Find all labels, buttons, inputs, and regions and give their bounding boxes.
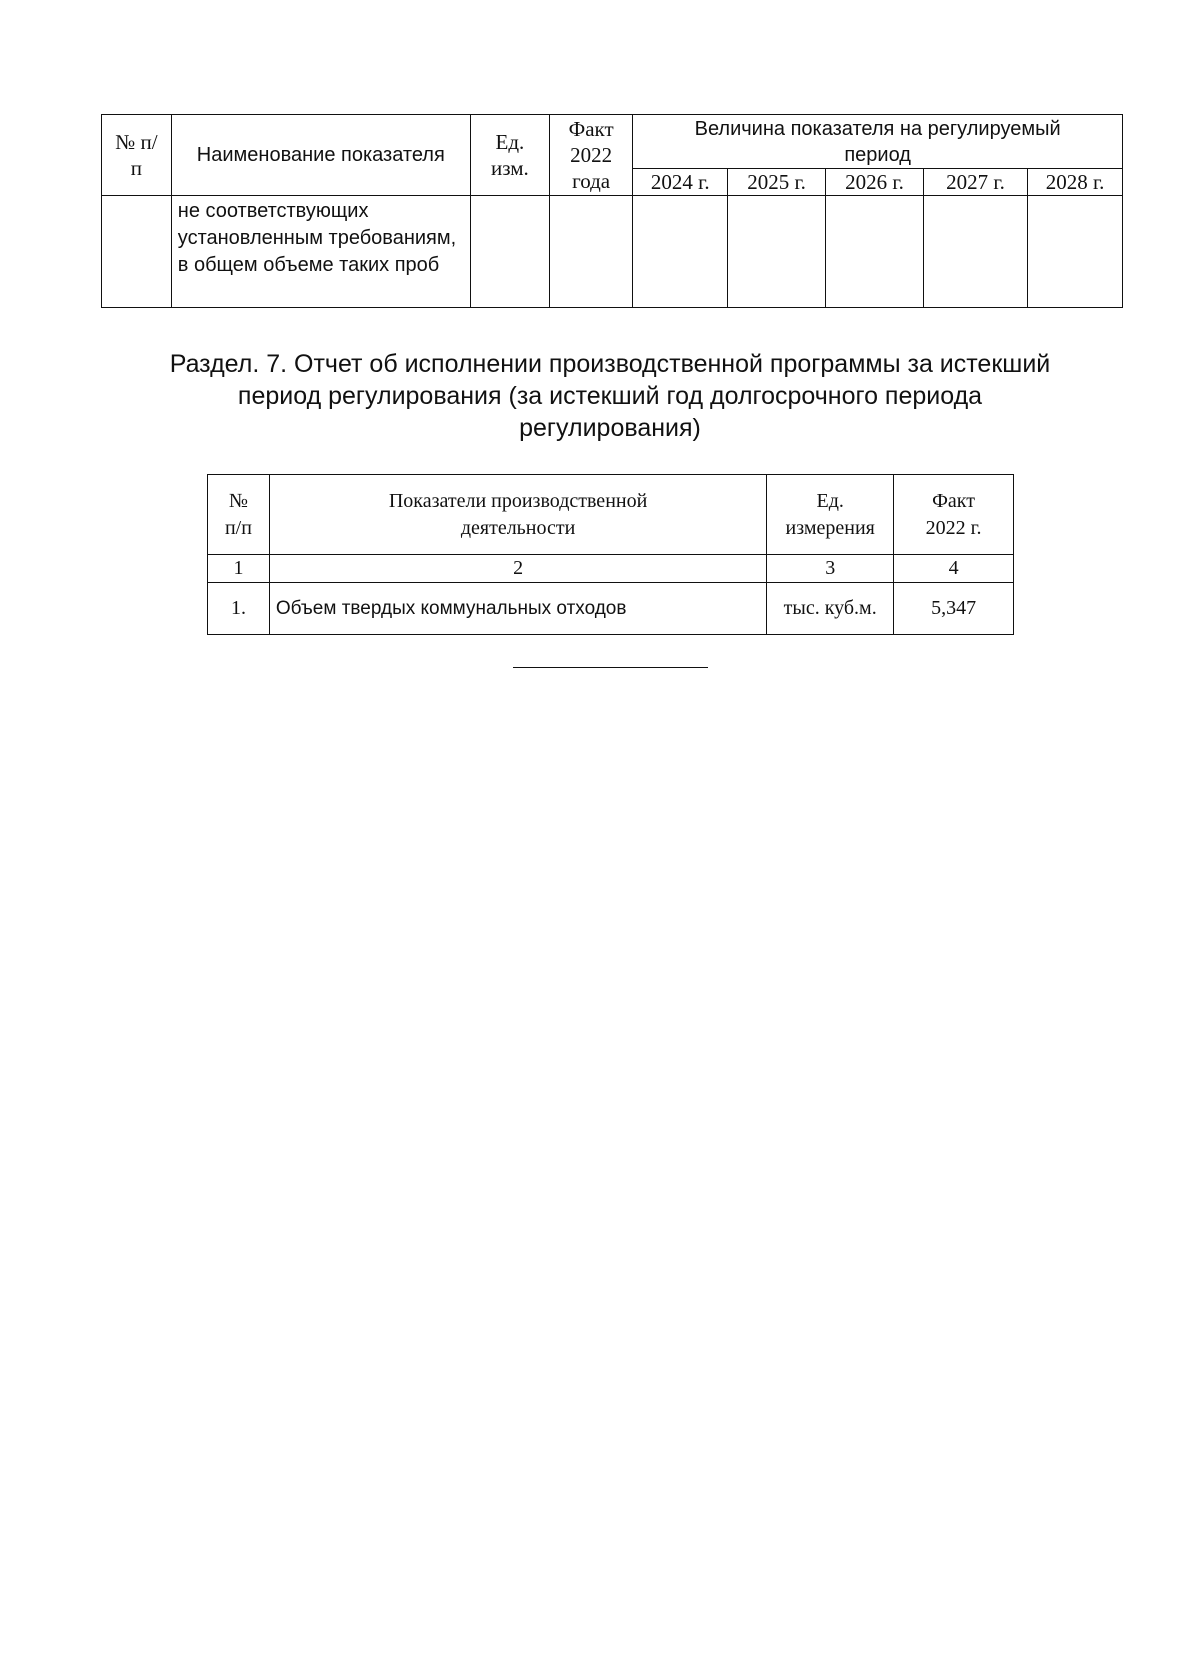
header-unit: Ед. измерения [767,475,894,555]
row-num [102,196,172,308]
row-value-2028 [1028,196,1123,308]
col-number-1: 1 [208,555,270,583]
header-unit: Ед. изм. [470,115,549,196]
col-number-3: 3 [767,555,894,583]
row-value-2024 [633,196,728,308]
table-row [208,583,1014,635]
row-value-2026 [826,196,924,308]
col-number-4: 4 [894,555,1014,583]
header-year-2026: 2026 г. [826,169,924,196]
col-number-2: 2 [269,555,766,583]
header-name: Показатели производственной деятельности [269,475,766,555]
header-year-2027: 2027 г. [923,169,1027,196]
header-fact: Факт 2022 года [549,115,632,196]
row-unit: тыс. куб.м. [767,583,894,635]
row-unit [470,196,549,308]
row-value-2025 [728,196,826,308]
production-report-table [207,474,1014,635]
row-fact: 5,347 [894,583,1014,635]
section-title: Раздел. 7. Отчет об исполнении производственной программы за истекший период регулирования (за истекший год долгосрочного периода регулирования) [169,350,1051,442]
row-value-2027 [923,196,1027,308]
row-num: 1. [208,583,270,635]
header-year-2025: 2025 г. [728,169,826,196]
table-row [102,196,1123,308]
indicators-table [101,114,1123,308]
end-divider-line [513,667,708,668]
column-numbers-row [208,555,1014,583]
header-year-2028: 2028 г. [1028,169,1123,196]
row-fact [549,196,632,308]
header-year-2024: 2024 г. [633,169,728,196]
row-name: Объем твердых коммунальных отходов [269,583,766,635]
header-num: № п/п [208,475,270,555]
header-period: Величина показателя на регулируемый период [633,115,1123,169]
header-num: № п/п [102,115,172,196]
header-name: Наименование показателя [171,115,470,196]
header-fact: Факт 2022 г. [894,475,1014,555]
row-name: не соответствующих установленным требованиям, в общем объеме таких проб [171,196,470,308]
